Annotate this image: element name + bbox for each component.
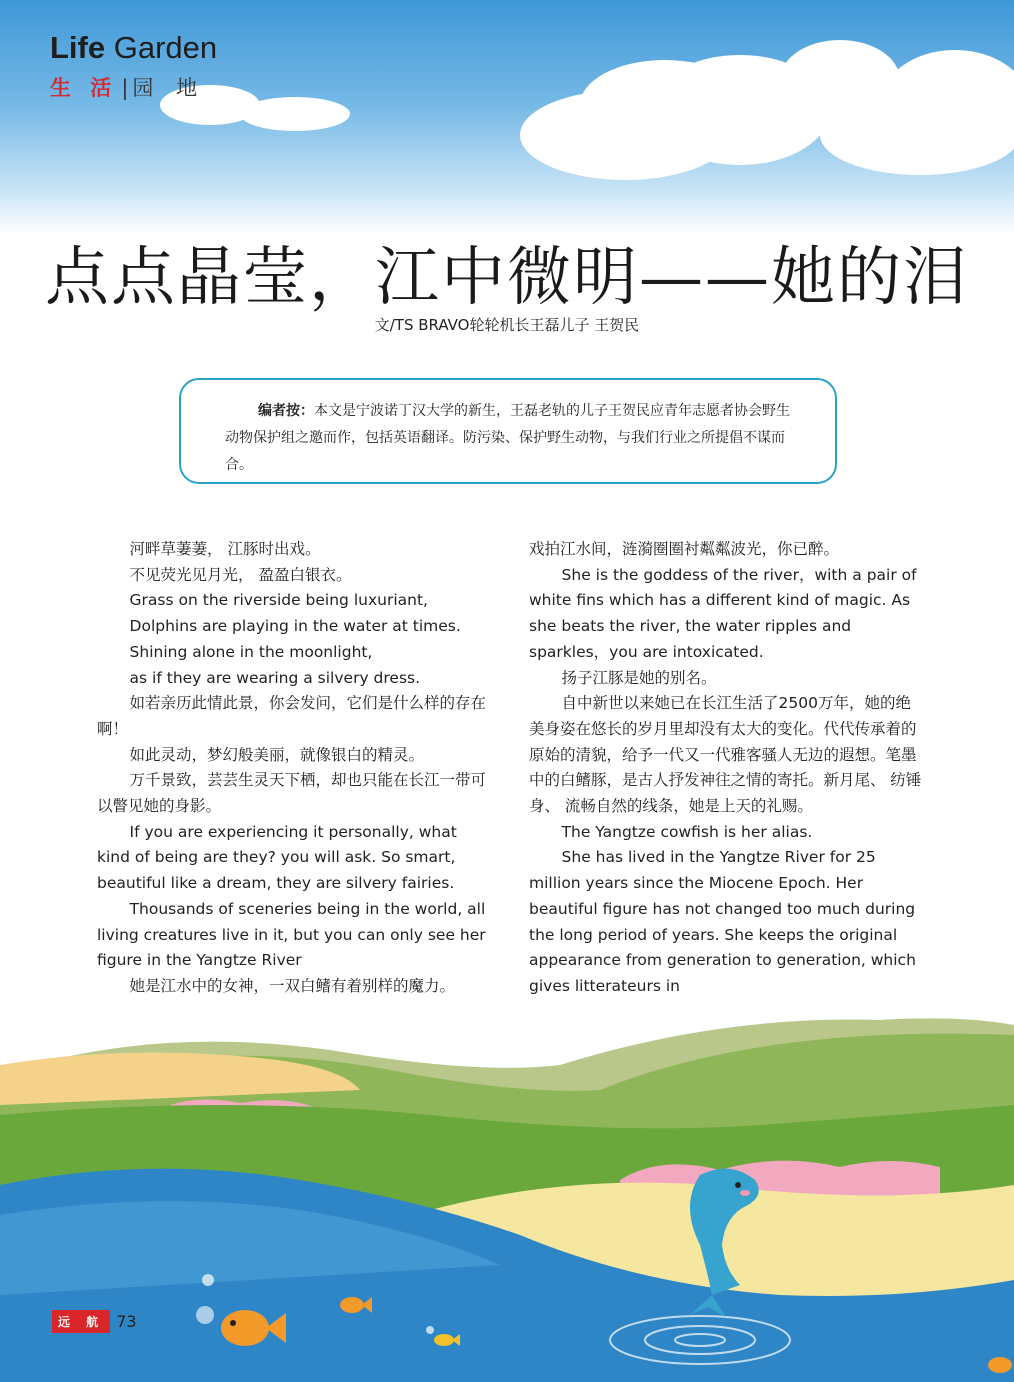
fish-icon [988,1357,1012,1373]
body-column-right [529,537,924,1000]
bubble [202,1274,214,1286]
bubble [196,1306,214,1324]
paragraph: Dolphins are playing in the water at times. [129,617,461,636]
paragraph: 万千景致，芸芸生灵天下栖，却也只能在长江一带可以瞥见她的身影。 [97,771,487,816]
paragraph: 她是江水中的女神，一双白鳍有着别样的魔力。 [129,976,456,995]
paragraph: She is the goddess of the river，with a pair of white fins which has a different kind of magic. As she beats the river, the water ripples and sparkles，you are intoxicated. [529,565,917,661]
paragraph: 河畔草萋萋， 江豚时出戏。 [129,540,321,558]
editor-note-text: 本文是宁波诺丁汉大学的新生，王磊老轨的儿子王贺民应青年志愿者协会野生动物保护组之邀而作，包括英语翻译。防污染、保护野生动物，与我们行业之所提倡不谋而合。 [225,403,790,473]
paragraph-continued: 戏拍江水间，涟漪圈圈衬粼粼波光，你已醉。 [529,540,840,558]
paragraph: 自中新世以来她已在长江生活了2500万年，她的绝美身姿在悠长的岁月里却没有太大的变化。代代传承着的原始的清貌，给予一代又一代雅客骚人无边的遐想。笔墨中的白鳍豚，是古人抒发神往之情的寄托。新月尾、 纺锤身、 流畅自然的线条，她是上天的礼赐。 [529,694,922,816]
paragraph: 不见荧光见月光， 盈盈白银衣。 [129,565,352,584]
paragraph: 如此灵动，梦幻般美丽，就像银白的精灵。 [129,745,425,764]
section-title-zh: 生 活 | 园 地 [50,76,206,100]
paragraph: as if they are wearing a silvery dress. [129,668,421,687]
section-title-en: Life Garden [50,30,218,65]
page-footer [52,1310,137,1333]
body-column-left [97,537,492,1000]
magazine-badge: 远 航 [52,1310,110,1333]
paragraph: She has lived in the Yangtze River for 25 million years since the Miocene Epoch. Her beautiful figure has not changed too much during the long period of years. She keeps the original appearance from generation to generation, which gives litterateurs in [529,848,916,995]
paragraph: 扬子江豚是她的别名。 [561,668,717,687]
paragraph: Shining alone in the moonlight, [129,642,373,661]
bubble [426,1326,434,1334]
cloud [240,97,350,131]
paragraph: 如若亲历此情此景，你会发问，它们是什么样的存在啊！ [97,694,487,738]
page-number: 73 [116,1312,137,1331]
article-byline: 文/TS BRAVO轮轮机长王磊儿子 王贺民 [374,316,640,334]
article-title: 点点晶莹，江中微明——她的泪 [45,241,969,315]
cloud [820,95,1014,175]
paragraph: If you are experiencing it personally, what kind of being are they? you will ask. So smart, beautiful like a dream, they are silvery fairies. [97,822,457,893]
editor-note [179,378,837,484]
paragraph: Grass on the riverside being luxuriant, [129,591,428,610]
section-header [50,30,217,102]
editor-note-label: 编者按： [258,403,314,419]
paragraph: The Yangtze cowfish is her alias. [561,822,813,841]
paragraph: Thousands of sceneries being in the world, all living creatures live in it, but you can only see her figure in the Yangtze River [97,899,486,970]
landscape-illustration [0,995,1014,1382]
